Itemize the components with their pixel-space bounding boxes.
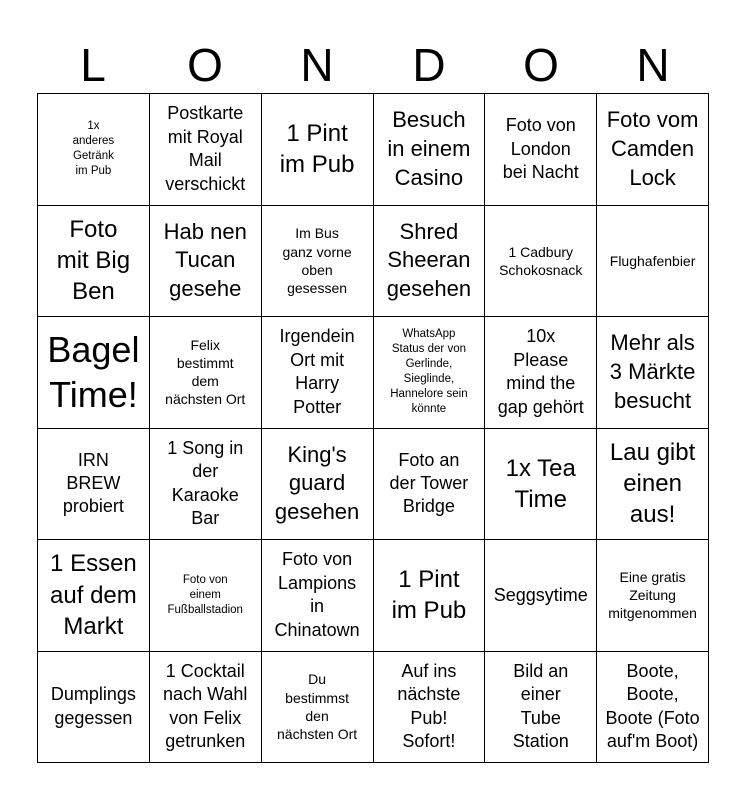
cell-text: Du bestimmst den nächsten Ort: [277, 671, 358, 742]
bingo-cell[interactable]: [38, 652, 150, 764]
cell-text: 1 Cadbury Schokosnack: [499, 243, 583, 278]
cell-text: Postkarte mit Royal Mail verschickt: [165, 103, 246, 194]
cell-text: 1x anderes Getränk im Pub: [72, 120, 115, 178]
bingo-cell[interactable]: [262, 94, 374, 206]
bingo-card: [37, 93, 709, 763]
bingo-cell[interactable]: [38, 429, 150, 541]
cell-text: Foto von einem Fußballstadion: [167, 573, 243, 616]
cell-text: Foto vom Camden Lock: [606, 107, 699, 190]
bingo-cell[interactable]: [485, 540, 597, 652]
bingo-cell[interactable]: [374, 317, 486, 429]
cell-text: Boote, Boote, Boote (Foto auf'm Boot): [605, 660, 700, 752]
bingo-cell[interactable]: [262, 540, 374, 652]
bingo-cell[interactable]: [485, 317, 597, 429]
bingo-cell[interactable]: [262, 429, 374, 541]
header-letter-n: N: [636, 39, 670, 91]
cell-text: Lau gibt einen aus!: [609, 438, 696, 529]
bingo-cell[interactable]: [485, 652, 597, 764]
header-letter-d: D: [412, 39, 446, 91]
bingo-cell[interactable]: [150, 206, 262, 318]
cell-text: 1 Cocktail nach Wahl von Felix getrunken: [163, 660, 248, 752]
bingo-cell[interactable]: [150, 429, 262, 541]
cell-text: Foto an der Tower Bridge: [389, 449, 469, 517]
cell-text: Dumplings gegessen: [50, 684, 136, 728]
cell-text: Shred Sheeran gesehen: [386, 218, 472, 302]
bingo-cell[interactable]: [38, 317, 150, 429]
cell-text: Besuch in einem Casino: [387, 107, 471, 190]
bingo-cell[interactable]: [150, 540, 262, 652]
bingo-cell[interactable]: [597, 652, 709, 764]
cell-text: Foto von London bei Nacht: [502, 115, 579, 182]
cell-text: Im Bus ganz vorne oben gesessen: [282, 225, 352, 296]
bingo-cell[interactable]: [374, 540, 486, 652]
bingo-cell[interactable]: [262, 317, 374, 429]
bingo-cell[interactable]: [597, 429, 709, 541]
cell-text: 10x Please mind the gap gehört: [497, 326, 584, 417]
cell-text: 1 Song in der Karaoke Bar: [167, 437, 244, 529]
cell-text: Hab nen Tucan gesehe: [163, 218, 247, 302]
bingo-cell[interactable]: [485, 206, 597, 318]
cell-text: WhatsApp Status der von Gerlinde, Sieglinde, Hannelore sein könnte: [390, 328, 468, 416]
bingo-cell[interactable]: [38, 94, 150, 206]
bingo-cell[interactable]: [262, 206, 374, 318]
header-letter-l: L: [80, 39, 106, 91]
header-letter-n: N: [300, 39, 334, 91]
bingo-cell[interactable]: [38, 540, 150, 652]
cell-text: Mehr als 3 Märkte besucht: [609, 330, 696, 413]
cell-text: Foto von Lampions in Chinatown: [274, 549, 360, 640]
bingo-cell[interactable]: [597, 94, 709, 206]
cell-text: 1 Essen auf dem Markt: [50, 550, 137, 640]
cell-text: 1x Tea Time: [505, 454, 576, 513]
cell-text: 1 Pint im Pub: [391, 566, 467, 625]
bingo-cell[interactable]: [597, 317, 709, 429]
bingo-cell[interactable]: [485, 94, 597, 206]
bingo-cell[interactable]: [150, 652, 262, 764]
bingo-cell[interactable]: [374, 429, 486, 541]
cell-text: Bagel Time!: [47, 329, 140, 416]
cell-text: Bild an einer Tube Station: [512, 660, 569, 752]
cell-text: King's guard gesehen: [274, 441, 360, 525]
cell-text: Flughafenbier: [609, 252, 696, 269]
bingo-cell[interactable]: [150, 317, 262, 429]
header-letter-o: O: [523, 39, 559, 91]
cell-text: Eine gratis Zeitung mitgenommen: [608, 568, 697, 622]
cell-text: Irgendein Ort mit Harry Potter: [279, 326, 355, 417]
cell-text: Seggsytime: [493, 584, 588, 605]
bingo-cell[interactable]: [485, 429, 597, 541]
bingo-cell[interactable]: [262, 652, 374, 764]
bingo-cell[interactable]: [150, 94, 262, 206]
cell-text: IRN BREW probiert: [62, 449, 124, 517]
bingo-cell[interactable]: [597, 540, 709, 652]
bingo-cell[interactable]: [374, 206, 486, 318]
bingo-cell[interactable]: [38, 206, 150, 318]
bingo-cell[interactable]: [374, 94, 486, 206]
bingo-header: [37, 36, 709, 94]
cell-text: Foto mit Big Ben: [56, 215, 131, 306]
cell-text: 1 Pint im Pub: [279, 120, 355, 179]
bingo-cell[interactable]: [597, 206, 709, 318]
cell-text: Auf ins nächste Pub! Sofort!: [397, 660, 461, 752]
bingo-cell[interactable]: [374, 652, 486, 764]
cell-text: Felix bestimmt dem nächsten Ort: [165, 336, 246, 408]
header-letter-o: O: [187, 39, 223, 91]
